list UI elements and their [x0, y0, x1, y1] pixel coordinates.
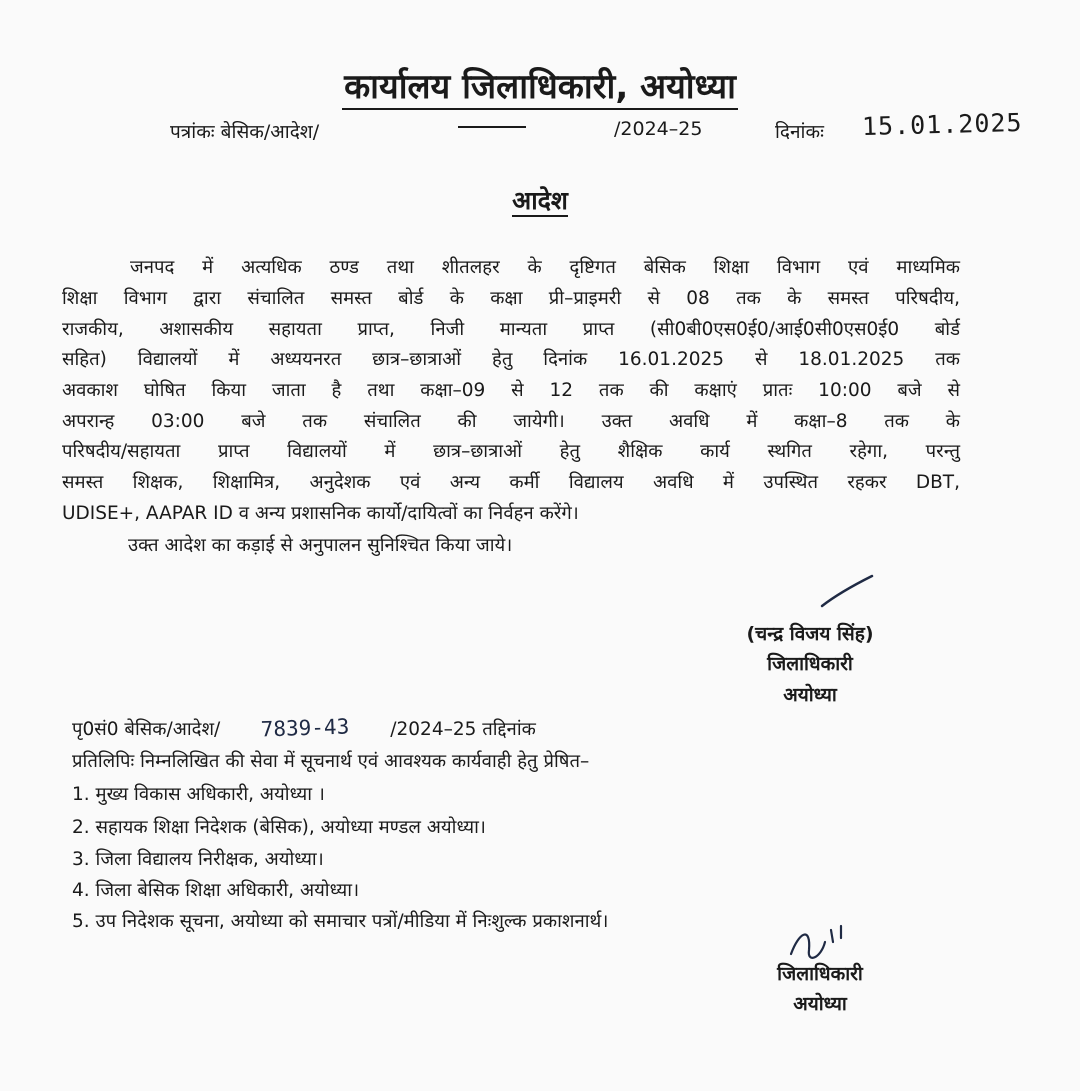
signatory-designation: जिलाधिकारी	[767, 653, 853, 675]
copy-recipient-item: 1. मुख्य विकास अधिकारी, अयोध्या ।	[72, 784, 325, 805]
copy-recipient-item: 4. जिला बेसिक शिक्षा अधिकारी, अयोध्या।	[72, 880, 360, 901]
office-title: कार्यालय जिलाधिकारी, अयोध्या	[0, 62, 1080, 108]
copy-recipient-item: 3. जिला विद्यालय निरीक्षक, अयोध्या।	[72, 849, 324, 870]
letter-reference-label: पत्रांकः बेसिक/आदेश/	[170, 121, 320, 143]
signatory-name: (चन्द्र विजय सिंह)	[746, 623, 874, 645]
order-body-line: शिक्षा विभाग द्वारा संचालित समस्त बोर्ड के कक्षा प्री–प्राइमरी से 08 तक के समस्त परिषदीय,	[62, 288, 960, 309]
order-body-line: सहित) विद्यालयों में अध्ययनरत छात्र–छात्राओं हेतु दिनांक 16.01.2025 से 18.01.2025 तक	[62, 349, 960, 370]
order-body-line: राजकीय, अशासकीय सहायता प्राप्त, निजी मान्यता प्राप्त (सी0बी0एस0ई0/आई0सी0एस0ई0 बोर्ड	[62, 319, 960, 340]
forwarding-ref-suffix: /2024–25 तद्दिनांक	[390, 719, 536, 740]
reference-year: /2024–25	[614, 118, 703, 140]
signature-mark	[818, 572, 878, 612]
order-closing-line: उक्त आदेश का कड़ाई से अनुपालन सुनिश्चित किया जाये।	[128, 535, 513, 556]
date-label: दिनांकः	[775, 121, 824, 143]
copy-to-line: प्रतिलिपिः निम्नलिखित की सेवा में सूचनार्थ एवं आवश्यक कार्यवाही हेतु प्रेषित–	[72, 751, 590, 772]
order-body-line: परिषदीय/सहायता प्राप्त विद्यालयों में छात्र–छात्राओं हेतु शैक्षिक कार्य स्थगित रहेगा, परन्तु	[62, 441, 960, 462]
copy-recipient-item: 5. उप निदेशक सूचना, अयोध्या को समाचार पत्रों/मीडिया में निःशुल्क प्रकाशनार्थ।	[72, 911, 609, 932]
signatory-place: अयोध्या	[783, 684, 837, 706]
order-body-line: UDISE+, AAPAR ID व अन्य प्रशासनिक कार्यो/दायित्वों का निर्वहन करेंगे।	[62, 503, 579, 524]
copy-recipient-item: 2. सहायक शिक्षा निदेशक (बेसिक), अयोध्या मण्डल अयोध्या।	[72, 817, 486, 838]
forwarding-reference	[72, 716, 536, 741]
order-heading: आदेश	[512, 186, 568, 215]
order-body-line: जनपद में अत्यधिक ठण्ड तथा शीतलहर के दृष्टिगत बेसिक शिक्षा विभाग एवं माध्यमिक	[130, 257, 960, 278]
order-body-line: अपरान्ह 03:00 बजे तक संचालित की जायेगी। उक्त अवधि में कक्षा–8 तक के	[62, 411, 960, 432]
copy-signatory-designation: जिलाधिकारी	[777, 963, 863, 985]
reference-blank-stroke	[458, 126, 526, 128]
order-body-line: अवकाश घोषित किया जाता है तथा कक्षा–09 से 12 तक की कक्षाएं प्रातः 10:00 बजे से	[62, 380, 960, 401]
handwritten-date: 15.01.2025	[861, 107, 1023, 142]
copy-signatory-place: अयोध्या	[793, 993, 847, 1015]
handwritten-dispatch-number: 7839-43	[260, 714, 350, 742]
order-body-line: समस्त शिक्षक, शिक्षामित्र, अनुदेशक एवं अन्य कर्मी विद्यालय अवधि में उपस्थित रहकर DBT,	[62, 472, 960, 493]
forwarding-ref-prefix: पृ0सं0 बेसिक/आदेश/	[72, 719, 221, 740]
